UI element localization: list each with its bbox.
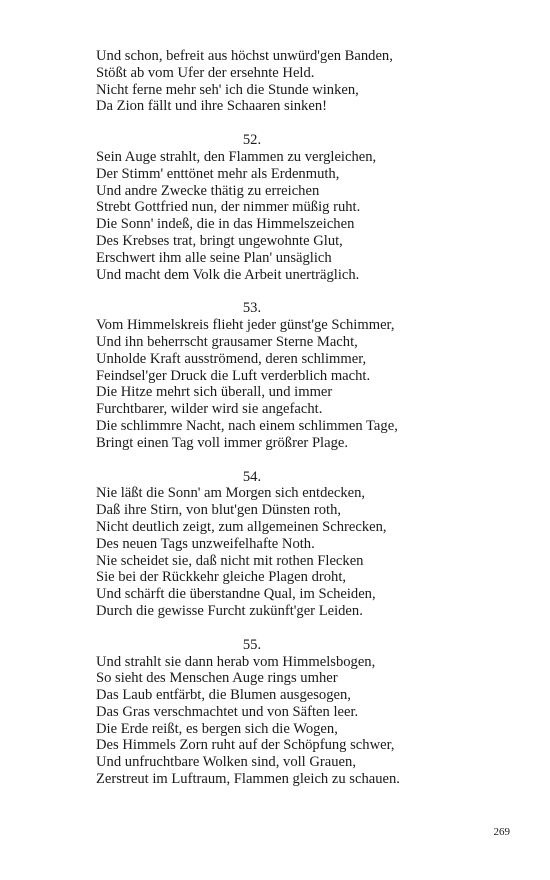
verse-line: Die Sonn' indeß, die in das Himmelszeichen <box>96 216 355 233</box>
stanza-continuation <box>96 48 536 115</box>
verse-line: Der Stimm' enttönet mehr als Erdenmuth, <box>96 165 340 182</box>
poem-body <box>96 48 536 788</box>
verse-line: Und schärft die überstandne Qual, im Scheiden, <box>96 586 376 603</box>
verse-line: Des Krebses trat, bringt ungewohnte Glut, <box>96 232 343 249</box>
verse-line: Und macht dem Volk die Arbeit unerträglich. <box>96 266 360 283</box>
verse-line: Nicht deutlich zeigt, zum allgemeinen Schrecken, <box>96 518 387 535</box>
verse-line: Strebt Gottfried nun, der nimmer müßig ruht. <box>96 199 361 216</box>
verse-line: Und strahlt sie dann herab vom Himmelsbogen, <box>96 653 376 670</box>
stanza-number: 52. <box>242 132 262 149</box>
stanza-52 <box>96 149 536 283</box>
verse-line: Und unfruchtbare Wolken sind, voll Grauen, <box>96 754 356 771</box>
stanza-number: 53. <box>242 300 262 317</box>
verse-line: Daß ihre Stirn, von blut'gen Dünsten roth, <box>96 502 342 519</box>
verse-line: Und schon, befreit aus höchst unwürd'gen Banden, <box>96 48 393 64</box>
verse-line: Das Gras verschmachtet und von Säften leer. <box>96 703 359 720</box>
stanza-number: 54. <box>242 468 262 485</box>
verse-line: Zerstreut im Luftraum, Flammen gleich zu schauen. <box>96 771 400 788</box>
verse-line: Vom Himmelskreis flieht jeder günst'ge Schimmer, <box>96 317 395 334</box>
verse-line: Nicht ferne mehr seh' ich die Stunde winken, <box>96 81 359 98</box>
verse-line: Durch die gewisse Furcht zukünft'ger Leiden. <box>96 602 363 619</box>
page-number: 269 <box>493 826 510 838</box>
verse-line: Des neuen Tags unzweifelhafte Noth. <box>96 535 315 552</box>
stanza-number: 55. <box>242 636 262 653</box>
verse-line: So sieht des Menschen Auge rings umher <box>96 670 338 687</box>
verse-line: Die Erde reißt, es bergen sich die Wogen, <box>96 720 338 737</box>
verse-line: Des Himmels Zorn ruht auf der Schöpfung schwer, <box>96 737 395 754</box>
stanza-55 <box>96 654 536 788</box>
verse-line: Sein Auge strahlt, den Flammen zu vergleichen, <box>96 148 377 165</box>
verse-line: Die Hitze mehrt sich überall, und immer <box>96 384 333 401</box>
stanza-53 <box>96 317 536 451</box>
verse-line: Sie bei der Rückkehr gleiche Plagen droht, <box>96 569 347 586</box>
verse-line: Und ihn beherrscht grausamer Sterne Macht, <box>96 333 358 350</box>
verse-line: Die schlimmre Nacht, nach einem schlimmen Tage, <box>96 417 398 434</box>
verse-line: Bringt einen Tag voll immer größrer Plage. <box>96 434 349 451</box>
verse-line: Das Laub entfärbt, die Blumen ausgesogen, <box>96 687 351 704</box>
verse-line: Erschwert ihm alle seine Plan' unsäglich <box>96 249 332 266</box>
verse-line: Furchtbarer, wilder wird sie angefacht. <box>96 401 323 418</box>
verse-line: Und andre Zwecke thätig zu erreichen <box>96 182 320 199</box>
verse-line: Da Zion fällt und ihre Schaaren sinken! <box>96 98 327 115</box>
verse-line: Stößt ab vom Ufer der ersehnte Held. <box>96 64 315 81</box>
verse-line: Nie scheidet sie, daß nicht mit rothen Flecken <box>96 552 364 569</box>
verse-line: Unholde Kraft ausströmend, deren schlimmer, <box>96 350 367 367</box>
verse-line: Feindsel'ger Druck die Luft verderblich macht. <box>96 367 371 384</box>
stanza-54 <box>96 485 536 619</box>
verse-line: Nie läßt die Sonn' am Morgen sich entdecken, <box>96 485 366 502</box>
